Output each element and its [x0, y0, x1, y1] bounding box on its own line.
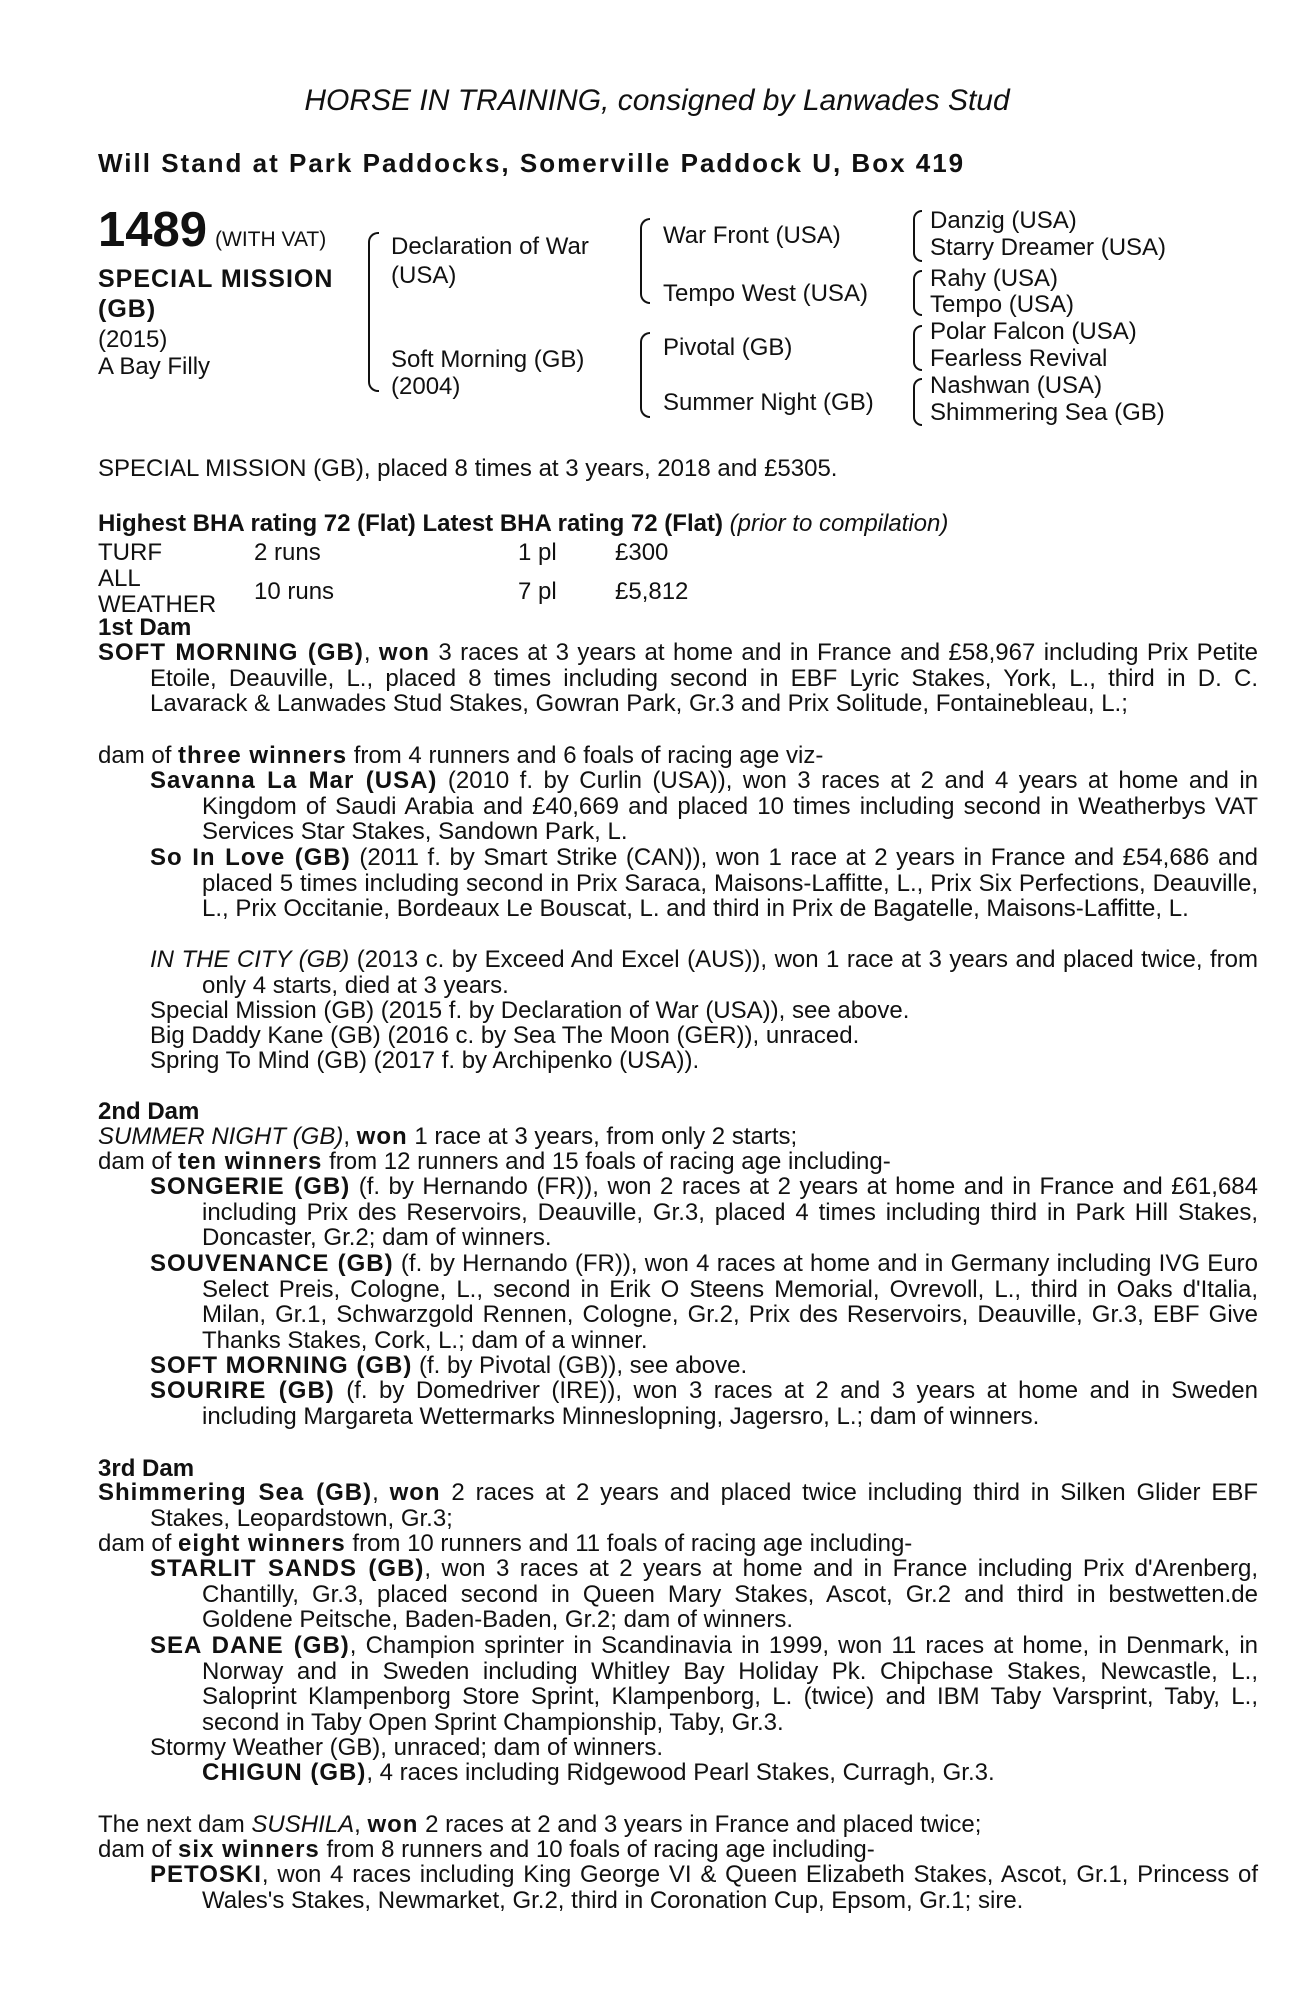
table-row	[98, 566, 688, 618]
pedigree-dam: Soft Morning (GB)	[391, 346, 585, 373]
progeny-text: (2010 f. by Curlin (USA)), won 3 races at 2 and 4 years at home and in Kingdom of Saudi Arabia and £40,669 and placed 10 times including second in Weatherbys VAT Services Star Stakes, Sandown Park, L.	[202, 767, 1258, 846]
damof-pre: dam of	[98, 742, 179, 769]
horse-year: (2015)	[98, 326, 168, 353]
pedigree-g5: Polar Falcon (USA)	[930, 318, 1137, 345]
next-dam-text: 2 races at 2 and 3 years in France and placed twice;	[418, 1811, 982, 1838]
ratings-heading	[98, 510, 948, 538]
progeny-name: SEA DANE (GB)	[150, 1632, 350, 1659]
pedigree-g6: Fearless Revival	[930, 345, 1108, 372]
progeny-name: SOFT MORNING (GB)	[150, 1352, 413, 1379]
damof-post: from 10 runners and 11 foals of racing age including-	[345, 1530, 913, 1557]
horse-name-line2: (GB)	[98, 295, 157, 323]
g-bracket-4	[913, 378, 922, 426]
list-item	[150, 845, 1258, 922]
pedigree-dam-sire: Pivotal (GB)	[663, 334, 793, 361]
ratings-heading-note: (prior to compilation)	[729, 510, 949, 537]
first-dam-heading: 1st Dam	[98, 614, 192, 641]
next-dam-name: SUSHILA	[251, 1811, 355, 1838]
third-dam-heading: 3rd Dam	[98, 1455, 195, 1482]
second-dam-name: SUMMER NIGHT (GB)	[98, 1123, 344, 1150]
second-dam-intro: SUMMER NIGHT (GB), won 1 race at 3 years, from only 2 starts;	[98, 1123, 798, 1150]
next-dam-damof	[98, 1837, 1206, 1863]
g-bracket-3	[913, 325, 922, 371]
pedigree-dam-dam: Summer Night (GB)	[663, 389, 874, 416]
damof-post: from 8 runners and 10 foals of racing age including-	[319, 1836, 875, 1863]
progeny-name: CHIGUN (GB)	[202, 1759, 367, 1786]
list-item: Stormy Weather (GB), unraced; dam of winners.	[150, 1734, 664, 1761]
first-dam-won: won	[378, 639, 430, 666]
third-dam-name: Shimmering Sea (GB)	[98, 1479, 373, 1506]
list-item	[150, 1378, 1258, 1429]
g-bracket-2	[913, 270, 922, 316]
list-item	[150, 947, 1258, 998]
ratings-surface: TURF	[98, 539, 162, 566]
list-item	[150, 1353, 1206, 1379]
pedigree-sire: Declaration of War	[391, 233, 589, 260]
second-dam-damof	[98, 1149, 1206, 1175]
list-item	[150, 1633, 1258, 1735]
grandsire-bracket-2	[640, 332, 650, 418]
lot-number-block	[98, 203, 327, 257]
damof-pre: dam of	[98, 1836, 179, 1863]
progeny-text: (f. by Pivotal (GB)), see above.	[412, 1352, 748, 1379]
pedigree-g8: Shimmering Sea (GB)	[930, 399, 1165, 426]
third-dam-intro: Shimmering Sea (GB), won 2 races at 2 years and placed twice including third in Silken Glider EBF Stakes, Leopardstown, Gr.3;	[98, 1479, 1259, 1532]
progeny-text: , Champion sprinter in Scandinavia in 1999, won 11 races at home, in Denmark, in Norway and in Sweden including Whitley Bay Holiday Pk. Chipchase Stakes, Newcastle, L., Saloprint Klampenborg Store Sprint, Klampenborg, L. (twice) and IBM Taby Varsprint, Taby, L., second in Taby Open Sprint Championship, Taby, Gr.3.	[202, 1632, 1258, 1736]
progeny-text: (2013 c. by Exceed And Excel (AUS)), won 1 race at 3 years and placed twice, from only 4 starts, died at 3 years.	[202, 946, 1259, 999]
pedigree-sire-sire: War Front (USA)	[663, 222, 841, 249]
page-title: HORSE IN TRAINING, consigned by Lanwades Stud	[304, 84, 1010, 117]
second-dam-heading: 2nd Dam	[98, 1098, 200, 1125]
first-dam-intro: SOFT MORNING (GB), won 3 races at 3 years at home and in France and £58,967 including Prix Petite Etoile, Deauville, L., placed 8 times including second in EBF Lyric Stakes, York, L., third in D. C. Lavarack & Lanwades Stud Stakes, Gowran Park, Gr.3 and Prix Solitude, Fontainebleau, L.;	[98, 639, 1258, 718]
damof-post: from 4 runners and 6 foals of racing age viz-	[347, 742, 824, 769]
second-dam-text: 1 race at 3 years, from only 2 starts;	[407, 1123, 798, 1150]
sire-dam-bracket	[368, 232, 379, 392]
horse-description: A Bay Filly	[98, 353, 211, 380]
list-item: Special Mission (GB) (2015 f. by Declaration of War (USA)), see above.	[150, 997, 910, 1024]
list-item: Spring To Mind (GB) (2017 f. by Archipenko (USA)).	[150, 1047, 700, 1074]
pedigree-sire-dam: Tempo West (USA)	[663, 280, 868, 307]
horse-name	[98, 264, 333, 324]
table-row	[98, 540, 688, 566]
pedigree-dam-year: (2004)	[391, 373, 461, 400]
progeny-text: , 4 races including Ridgewood Pearl Stakes, Curragh, Gr.3.	[366, 1759, 995, 1786]
next-dam-pre: The next dam	[98, 1811, 252, 1838]
progeny-text: , won 4 races including King George VI & Queen Elizabeth Stakes, Ascot, Gr.1, Princess of Wales's Stakes, Newmarket, Gr.2, third in Coronation Cup, Epsom, Gr.1; sire.	[202, 1861, 1258, 1914]
damof-bold: ten winners	[178, 1148, 323, 1175]
g-bracket-1	[913, 210, 922, 262]
damof-bold: eight winners	[178, 1530, 346, 1557]
pedigree-g7: Nashwan (USA)	[930, 372, 1103, 399]
next-dam-won: won	[367, 1811, 419, 1838]
vat-label: (WITH VAT)	[215, 228, 327, 251]
first-dam-damof	[98, 743, 1206, 769]
damof-bold: three winners	[178, 742, 348, 769]
list-item	[202, 1760, 1206, 1786]
horse-info	[98, 326, 210, 380]
damof-post: from 12 runners and 15 foals of racing age including-	[322, 1148, 891, 1175]
lot-number: 1489	[98, 203, 208, 257]
third-dam-damof	[98, 1531, 1206, 1557]
stand-location: Will Stand at Park Paddocks, Somerville Paddock U, Box 419	[98, 148, 966, 178]
pedigree-g1: Danzig (USA)	[930, 207, 1077, 234]
progeny-name: SOUVENANCE (GB)	[150, 1250, 394, 1277]
damof-pre: dam of	[98, 1148, 179, 1175]
pedigree-sire-origin: (USA)	[391, 262, 457, 289]
pedigree-g4: Tempo (USA)	[930, 291, 1075, 318]
second-dam-won: won	[356, 1123, 408, 1150]
ratings-runs: 10 runs	[254, 578, 335, 605]
list-item	[150, 1862, 1258, 1913]
pedigree-g3: Rahy (USA)	[930, 265, 1059, 292]
list-item: Big Daddy Kane (GB) (2016 c. by Sea The Moon (GER)), unraced.	[150, 1022, 860, 1049]
third-dam-text: 2 races at 2 years and placed twice including third in Silken Glider EBF Stakes, Leopardstown, Gr.3;	[150, 1479, 1259, 1532]
damof-bold: six winners	[178, 1836, 320, 1863]
list-item	[150, 1556, 1258, 1633]
progeny-text: (f. by Hernando (FR)), won 2 races at 2 years at home and in France and £61,684 including Prix des Reservoirs, Deauville, Gr.3, placed 4 times including third in Park Hill Stakes, Doncaster, Gr.2; dam of winners.	[202, 1173, 1258, 1252]
third-dam-won: won	[389, 1479, 441, 1506]
progeny-text: , won 3 races at 2 years at home and in France including Prix d'Arenberg, Chantilly, Gr.3, placed second in Queen Mary Stakes, Ascot, Gr.2 and third in bestwetten.de Goldene Peitsche, Baden-Baden, Gr.2; dam of winners.	[202, 1555, 1258, 1634]
progeny-name: So In Love (GB)	[150, 844, 351, 871]
ratings-surface: ALL WEATHER	[98, 565, 217, 618]
first-dam-name: SOFT MORNING (GB)	[98, 639, 364, 666]
list-item	[150, 1251, 1258, 1353]
pedigree-g2: Starry Dreamer (USA)	[930, 234, 1167, 261]
grandsire-bracket-1	[640, 218, 650, 304]
ratings-table	[98, 540, 688, 618]
progeny-name: STARLIT SANDS (GB)	[150, 1555, 425, 1582]
list-item	[150, 1174, 1258, 1251]
ratings-prize: £300	[615, 539, 669, 566]
ratings-runs: 2 runs	[254, 539, 321, 566]
ratings-prize: £5,812	[615, 578, 689, 605]
progeny-text: (f. by Domedriver (IRE)), won 3 races at 2 and 3 years at home and in Sweden including Margareta Wettermarks Minneslopning, Jagersro, L.; dam of winners.	[202, 1377, 1258, 1430]
progeny-text: (f. by Hernando (FR)), won 4 races at home and in Germany including IVG Euro Select Preis, Cologne, L., second in Erik O Steens Memorial, Ovrevoll, L., third in Oaks d'Italia, Milan, Gr.1, Schwarzgold Rennen, Cologne, Gr.2, Prix des Reservoirs, Deauville, Gr.3, EBF Give Thanks Stakes, Cork, L.; dam of a winner.	[202, 1250, 1259, 1354]
progeny-name: SOURIRE (GB)	[150, 1377, 335, 1404]
ratings-placed: 1 pl	[518, 539, 557, 566]
list-item	[150, 768, 1258, 845]
progeny-name: Savanna La Mar (USA)	[150, 767, 438, 794]
first-dam-text: 3 races at 3 years at home and in France and £58,967 including Prix Petite Etoile, Deauville, L., placed 8 times including second in EBF Lyric Stakes, York, L., third in D. C. Lavarack & Lanwades Stud Stakes, Gowran Park, Gr.3 and Prix Solitude, Fontainebleau, L.;	[150, 639, 1258, 718]
race-summary: SPECIAL MISSION (GB), placed 8 times at 3 years, 2018 and £5305.	[98, 455, 838, 482]
progeny-name: IN THE CITY (GB)	[150, 946, 350, 973]
progeny-name: SONGERIE (GB)	[150, 1173, 351, 1200]
next-dam-intro: The next dam SUSHILA, won 2 races at 2 and 3 years in France and placed twice;	[98, 1811, 982, 1838]
ratings-placed: 7 pl	[518, 578, 557, 605]
progeny-name: PETOSKI	[150, 1861, 262, 1888]
progeny-text: (2011 f. by Smart Strike (CAN)), won 1 race at 2 years in France and £54,686 and placed 5 times including second in Prix Saraca, Maisons-Laffitte, L., Prix Six Perfections, Deauville, L., Prix Occitanie, Bordeaux Le Bouscat, L. and third in Prix de Bagatelle, Maisons-Laffitte, L.	[202, 844, 1259, 923]
damof-pre: dam of	[98, 1530, 179, 1557]
ratings-heading-bold: Highest BHA rating 72 (Flat) Latest BHA rating 72 (Flat)	[98, 510, 723, 537]
horse-name-line1: SPECIAL MISSION	[98, 265, 334, 293]
